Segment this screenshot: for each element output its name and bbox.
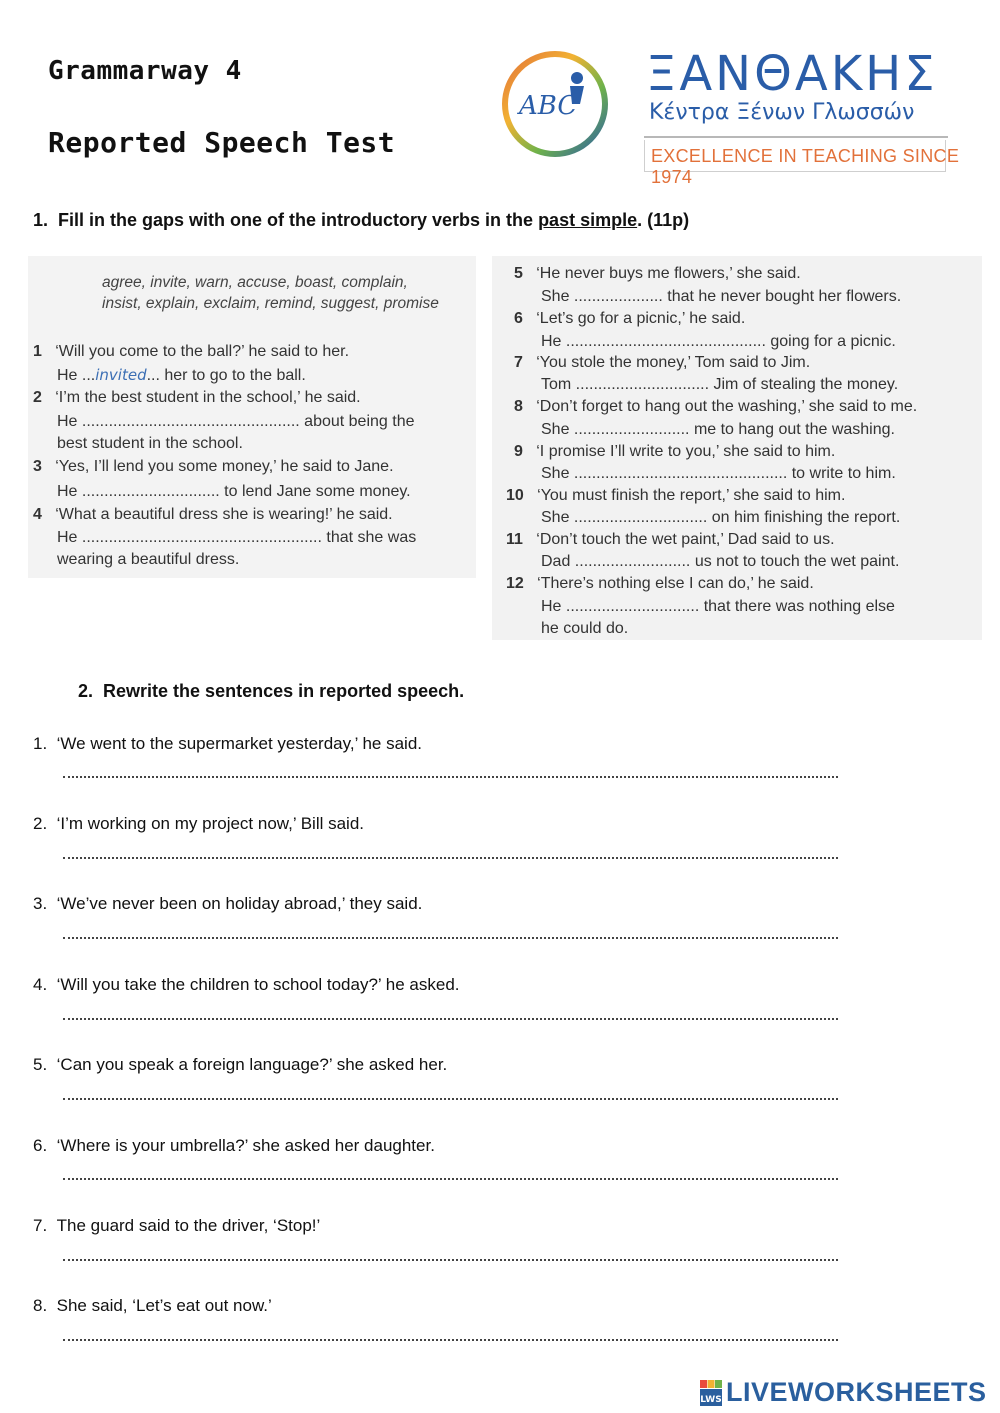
liveworksheets-wordmark: LIVEWORKSHEETS — [726, 1377, 987, 1407]
ex1-item-1-example-answer: invited — [95, 366, 147, 384]
ex1-item-12-gap-line[interactable]: He .............................. that there was nothing else — [541, 598, 895, 615]
ex1-item-4-gap-line[interactable]: He ...................................................... that she was — [57, 529, 417, 546]
brand-divider — [644, 136, 948, 138]
word-box-line: insist, explain, exclaim, remind, suggest, promise — [102, 295, 439, 312]
ex1-item-6-gap-line[interactable]: He ............................................. going for a picnic. — [541, 333, 896, 350]
ex2-answer-line-6[interactable] — [63, 1178, 838, 1180]
ex2-item-6: 6. ‘Where is your umbrella?’ she asked her daughter. — [33, 1136, 435, 1155]
ex1-item-4-prompt: 4 ‘What a beautiful dress she is wearing!’ he said. — [33, 506, 393, 523]
ex2-answer-line-5[interactable] — [63, 1098, 838, 1100]
ex1-item-10-gap-line[interactable]: She .............................. on him finishing the report. — [541, 509, 901, 526]
ex2-answer-line-2[interactable] — [63, 857, 838, 859]
worksheet-title-book: Grammarway 4 — [48, 56, 242, 86]
ex1-item-1-answer-line: He ...invited... her to go to the ball. — [57, 366, 306, 384]
ex2-answer-line-4[interactable] — [63, 1018, 838, 1020]
exercise1-heading-text: Fill in the gaps with one of the introductory verbs in the — [58, 210, 539, 230]
ex2-item-7: 7. The guard said to the driver, ‘Stop!’ — [33, 1216, 321, 1235]
ex1-item-9-gap-line[interactable]: She ................................................ to write to him. — [541, 465, 896, 482]
ex1-item-3-gap-line[interactable]: He ............................... to lend Jane some money. — [57, 483, 411, 500]
ex1-item-6-prompt: 6 ‘Let’s go for a picnic,’ he said. — [514, 310, 746, 327]
abc-logo-icon — [500, 42, 610, 166]
ex2-item-3: 3. ‘We’ve never been on holiday abroad,’ they said. — [33, 894, 423, 913]
ex2-item-4: 4. ‘Will you take the children to school today?’ he asked. — [33, 975, 460, 994]
ex2-item-8: 8. She said, ‘Let’s eat out now.’ — [33, 1296, 272, 1315]
ex1-item-2-prompt: 2 ‘I’m the best student in the school,’ he said. — [33, 389, 361, 406]
ex2-item-5: 5. ‘Can you speak a foreign language?’ she asked her. — [33, 1055, 448, 1074]
ex2-item-2: 2. ‘I’m working on my project now,’ Bill said. — [33, 814, 365, 833]
ex1-item-10-prompt: 10 ‘You must finish the report,’ she said to him. — [506, 487, 846, 504]
ex1-item-5-prompt: 5 ‘He never buys me flowers,’ she said. — [514, 265, 801, 282]
ex2-answer-line-7[interactable] — [63, 1259, 838, 1261]
ex1-item-12-continuation: he could do. — [541, 620, 629, 637]
ex1-item-7-prompt: 7 ‘You stole the money,’ Tom said to Jim. — [514, 354, 811, 371]
ex2-answer-line-1[interactable] — [63, 776, 838, 778]
word-box — [102, 272, 472, 314]
brand-subtitle: Κέντρα Ξένων Γλωσσών — [649, 100, 915, 125]
brand-tagline: EXCELLENCE IN TEACHING SINCE 1974 — [651, 146, 960, 187]
ex2-answer-line-3[interactable] — [63, 937, 838, 939]
ex1-item-11-prompt: 11 ‘Don’t touch the wet paint,’ Dad said to us. — [506, 531, 835, 548]
ex2-answer-line-8[interactable] — [63, 1339, 838, 1341]
badge-letters: LWS — [700, 1395, 722, 1405]
ex1-item-7-gap-line[interactable]: Tom .............................. Jim of stealing the money. — [541, 376, 899, 393]
ex1-item-8-gap-line[interactable]: She .......................... me to hang out the washing. — [541, 421, 895, 438]
exercise1-heading — [33, 210, 689, 231]
logo-letters: ABC — [519, 91, 578, 121]
exercise1-number: 1. — [33, 210, 49, 230]
ex1-item-2-gap-line[interactable]: He ................................................. about being the — [57, 413, 415, 430]
ex1-item-5-gap-line[interactable]: She .................... that he never bought her flowers. — [541, 288, 902, 305]
ex1-item-4-continuation: wearing a beautiful dress. — [57, 551, 240, 568]
liveworksheets-badge-icon — [700, 1380, 722, 1406]
exercise1-heading-points: . (11p) — [637, 210, 690, 230]
exercise2-heading — [78, 681, 464, 702]
exercise2-heading-text: Rewrite the sentences in reported speech. — [103, 681, 465, 701]
word-box-line: agree, invite, warn, accuse, boast, complain, — [102, 274, 408, 291]
ex1-item-1-prompt: 1 ‘Will you come to the ball?’ he said to her. — [33, 343, 350, 360]
ex1-item-3-prompt: 3 ‘Yes, I’ll lend you some money,’ he said to Jane. — [33, 458, 394, 475]
ex2-item-1: 1. ‘We went to the supermarket yesterday,’ he said. — [33, 734, 422, 753]
brand-name: ΞΑΝΘΑΚΗΣ — [646, 46, 938, 102]
worksheet-title-test: Reported Speech Test — [48, 126, 396, 159]
ex1-item-2-continuation: best student in the school. — [57, 435, 243, 452]
ex1-item-9-prompt: 9 ‘I promise I’ll write to you,’ she said to him. — [514, 443, 836, 460]
ex1-item-12-prompt: 12 ‘There’s nothing else I can do,’ he said. — [506, 575, 814, 592]
exercise2-number: 2. — [78, 681, 94, 701]
ex1-item-8-prompt: 8 ‘Don’t forget to hang out the washing,’ she said to me. — [514, 398, 918, 415]
ex1-item-11-gap-line[interactable]: Dad .......................... us not to touch the wet paint. — [541, 553, 900, 570]
exercise1-heading-underlined: past simple — [538, 210, 638, 230]
